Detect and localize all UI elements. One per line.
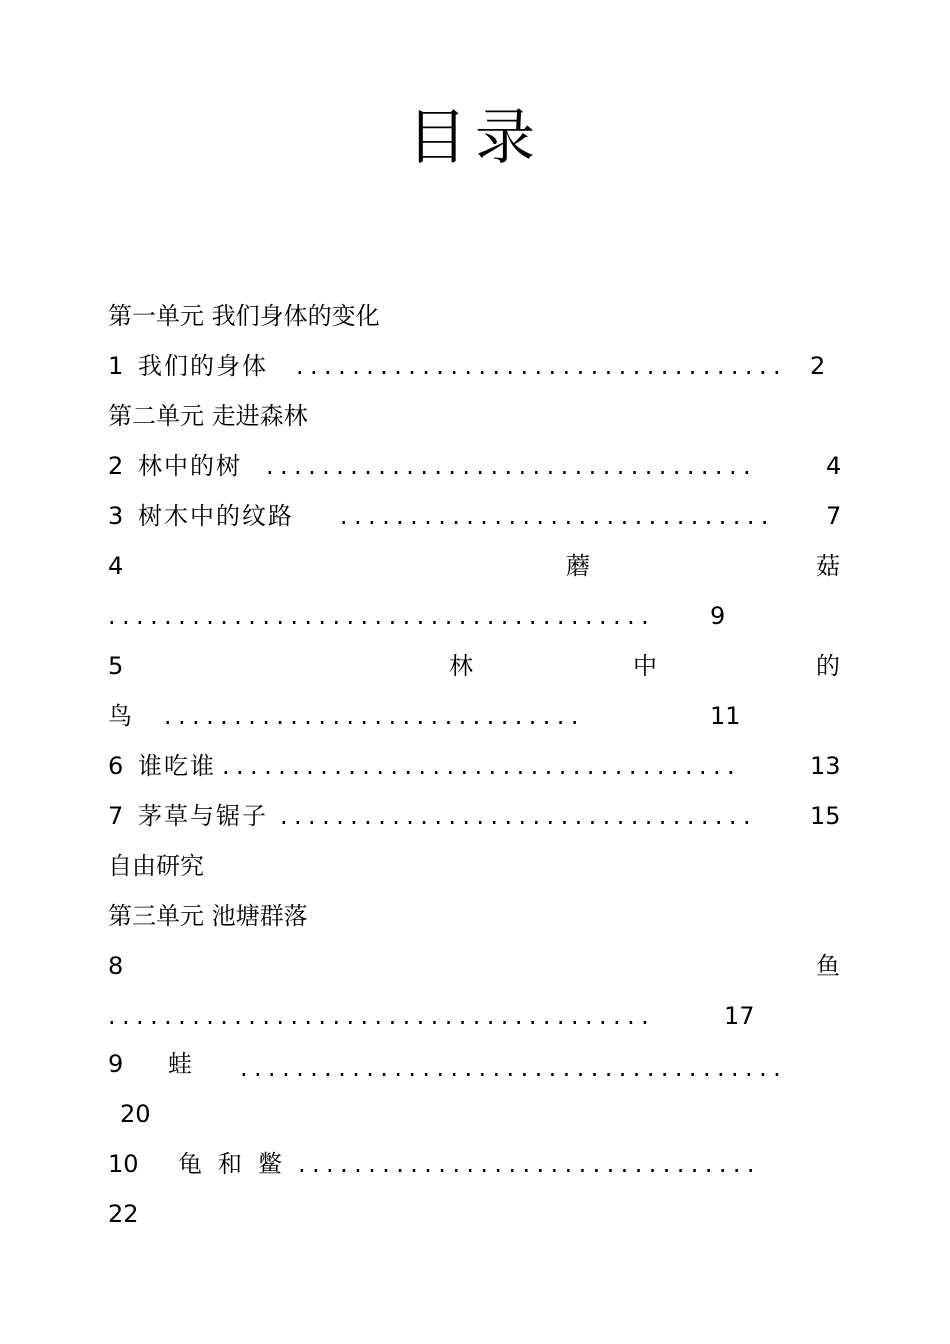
- entry-title-part: 鳖: [258, 1150, 282, 1178]
- page-number: 17: [724, 1002, 755, 1030]
- entry-number: 9: [108, 1050, 124, 1078]
- leader-dots: .................................: [298, 1150, 761, 1178]
- entry-title: 鱼: [816, 952, 840, 980]
- entry-title-part: 鸟: [108, 702, 132, 730]
- entry-number: 5: [108, 652, 124, 680]
- page-number: 15: [810, 802, 841, 830]
- entry-title-part: 和: [218, 1150, 242, 1178]
- page-number: 4: [826, 452, 842, 480]
- unit-heading-1: 第一单元 我们身体的变化: [108, 302, 380, 330]
- entry-title-part: 龟: [178, 1150, 202, 1178]
- leader-dots: ..................................: [280, 802, 757, 830]
- page-number: 2: [810, 352, 826, 380]
- entry-number: 8: [108, 952, 124, 980]
- entry-title: 我们的身体: [138, 352, 268, 380]
- entry-number: 4: [108, 552, 124, 580]
- leader-dots: .....................................: [222, 752, 742, 780]
- entry-title-part: 的: [816, 652, 840, 680]
- entry-number: 1: [108, 352, 124, 380]
- page-number: 11: [710, 702, 741, 730]
- leader-dots: ..............................: [164, 702, 585, 730]
- entry-number: 2: [108, 452, 124, 480]
- unit-heading-2: 第二单元 走进森林: [108, 402, 308, 430]
- entry-title: 林中的树: [138, 452, 242, 480]
- entry-title: 茅草与锯子: [138, 802, 268, 830]
- leader-dots: ...................................: [296, 352, 788, 380]
- page-title: 目录: [407, 103, 543, 173]
- entry-title-part: 蘑: [566, 552, 590, 580]
- entry-title-part: 菇: [816, 552, 840, 580]
- page-number: 20: [120, 1100, 151, 1128]
- entry-number: 3: [108, 502, 124, 530]
- leader-dots: ...............................: [340, 502, 775, 530]
- entry-title-part: 林: [449, 652, 473, 680]
- entry-title: 蛙: [168, 1050, 192, 1078]
- entry-number: 6: [108, 752, 124, 780]
- leader-dots: .......................................: [108, 602, 656, 630]
- entry-number: 10: [108, 1150, 139, 1178]
- page-number: 9: [710, 602, 726, 630]
- page-number: 13: [810, 752, 841, 780]
- entry-number: 7: [108, 802, 124, 830]
- entry-title-part: 中: [633, 652, 657, 680]
- leader-dots: ...................................: [266, 452, 758, 480]
- entry-title: 树木中的纹路: [138, 502, 294, 530]
- page-number: 7: [826, 502, 842, 530]
- entry-title: 谁吃谁: [138, 752, 216, 780]
- section-heading: 自由研究: [108, 852, 204, 880]
- leader-dots: .......................................: [240, 1054, 788, 1082]
- leader-dots: .......................................: [108, 1002, 656, 1030]
- page-number: 22: [108, 1200, 139, 1228]
- unit-heading-3: 第三单元 池塘群落: [108, 902, 308, 930]
